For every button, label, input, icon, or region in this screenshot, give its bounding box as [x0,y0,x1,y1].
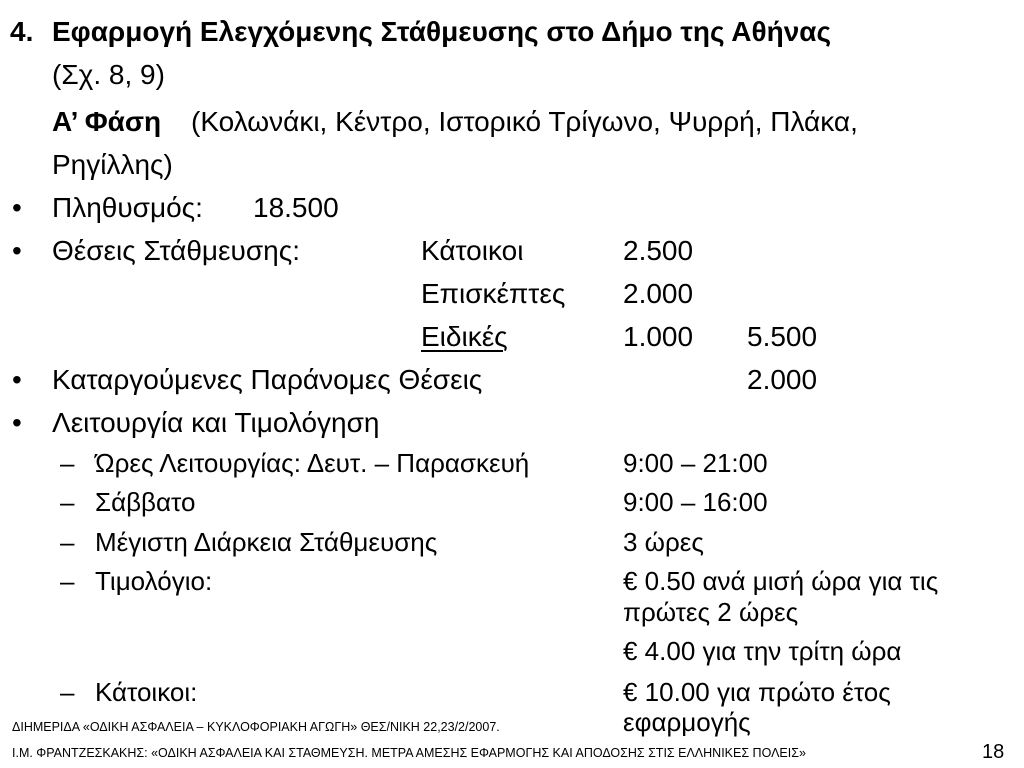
footer-author: Ι.Μ. ΦΡΑΝΤΖΕΣΚΑΚΗΣ: «ΟΔΙΚΗ ΑΣΦΑΛΕΙΑ ΚΑΙ ΣΤΑΘΜΕΥΣΗ. ΜΕΤΡΑ ΑΜΕΣΗΣ ΕΦΑΡΜΟΓΗΣ ΚΑΙ ΑΠΟΔΟΣΗΣ ΣΤΙΣ ΕΛΛΗΝΙΚΕΣ ΠΟΛΕΙΣ» [12,746,806,760]
dash: – [60,527,75,557]
footer-event: ΔΙΗΜΕΡΙΔΑ «ΟΔΙΚΗ ΑΣΦΑΛΕΙΑ – ΚΥΚΛΟΦΟΡΙΑΚΗ ΑΓΩΓΗ» ΘΕΣ/ΝΙΚΗ 22,23/2/2007. [12,720,500,734]
hours-weekday-label: Ώρες Λειτουργίας: Δευτ. – Παρασκευή [95,448,530,478]
category-special: Ειδικές [421,321,508,352]
bullet: • [12,364,22,395]
abolished-label: Καταργούμενες Παράνομες Θέσεις [52,364,483,395]
value-special: 1.000 [623,321,694,352]
tariff-value-cont: πρώτες 2 ώρες [623,597,799,627]
hours-saturday-label: Σάββατο [95,487,196,517]
section-title: Εφαρμογή Ελεγχόμενης Στάθμευσης στο Δήμο της Αθήνας [52,16,832,47]
hours-saturday-value: 9:00 – 16:00 [623,487,768,517]
residents-fee-label: Κάτοικοι: [95,677,198,707]
tariff-value: € 0.50 ανά μισή ώρα για τις [623,566,939,596]
max-duration-value: 3 ώρες [623,527,704,557]
abolished-value: 2.000 [747,364,818,395]
bullet: • [12,192,22,223]
population-label: Πληθυσμός: [52,192,203,223]
phase-label: Α’ Φάση [52,106,162,137]
value-residents: 2.500 [623,235,694,266]
special-row [421,321,833,353]
figure-reference: (Σχ. 8, 9) [52,59,165,90]
page-number: 18 [982,741,1005,763]
tariff-label: Τιμολόγιο: [95,566,213,596]
dash: – [60,448,75,478]
category-residents: Κάτοικοι [421,235,524,266]
phase-areas-cont: Ρηγίλλης) [52,149,173,180]
max-duration-label: Μέγιστη Διάρκεια Στάθμευσης [95,527,438,557]
residents-fee-value: € 10.00 για πρώτο έτος [623,677,891,707]
phase-areas: (Κολωνάκι, Κέντρο, Ιστορικό Τρίγωνο, Ψυρρή, Πλάκα, [191,106,858,137]
dash: – [60,487,75,517]
dash: – [60,677,75,707]
tariff-third-hour: € 4.00 για την τρίτη ώρα [623,636,902,666]
operation-label: Λειτουργία και Τιμολόγηση [52,407,380,438]
parking-spaces-label: Θέσεις Στάθμευσης: [52,235,300,266]
population-value: 18.500 [253,192,339,223]
value-visitors: 2.000 [623,278,694,309]
bullet: • [12,235,22,266]
section-number: 4. [10,16,34,47]
bullet: • [12,407,22,438]
hours-weekday-value: 9:00 – 21:00 [623,448,768,478]
category-visitors: Επισκέπτες [421,278,566,309]
value-total: 5.500 [747,321,818,352]
dash: – [60,566,75,596]
residents-fee-value-cont: εφαρμογής [623,707,751,737]
